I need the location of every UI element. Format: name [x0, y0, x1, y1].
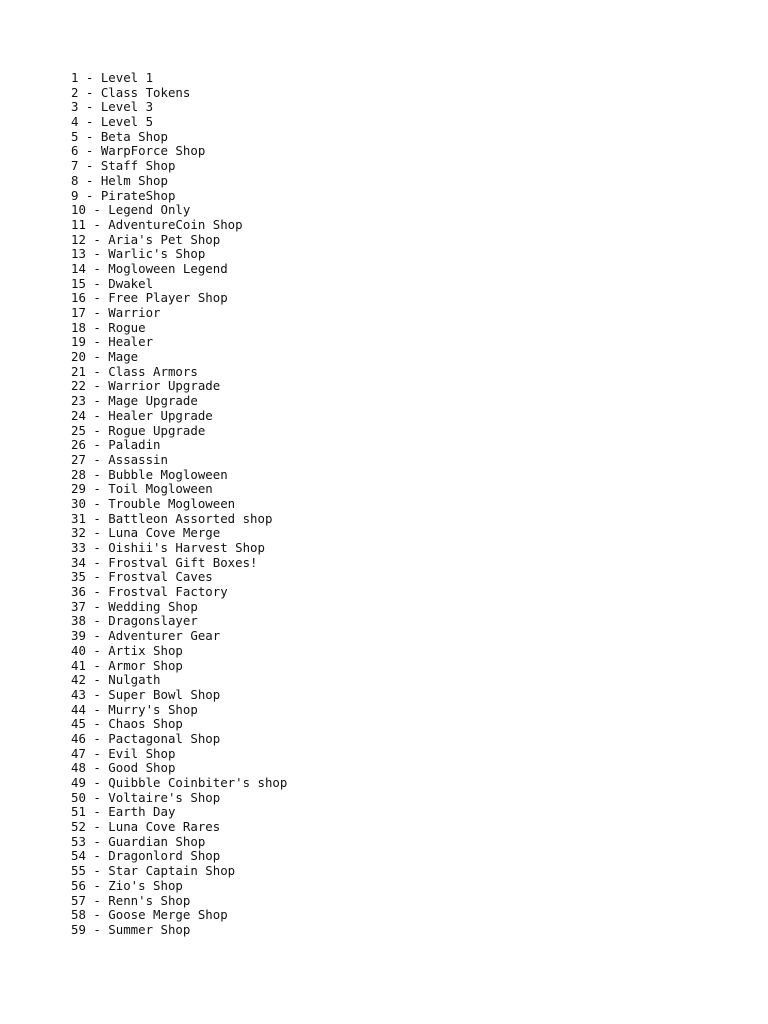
list-item: 5 - Beta Shop	[71, 128, 168, 144]
list-item: 30 - Trouble Mogloween	[71, 495, 236, 511]
list-item: 11 - AdventureCoin Shop	[71, 216, 243, 232]
list-item: 53 - Guardian Shop	[71, 833, 206, 849]
list-item: 39 - Adventurer Gear	[71, 628, 221, 644]
list-item: 37 - Wedding Shop	[71, 598, 198, 614]
list-item: 51 - Earth Day	[71, 804, 176, 820]
list-item: 58 - Goose Merge Shop	[71, 907, 228, 923]
list-item: 43 - Super Bowl Shop	[71, 686, 221, 702]
list-item: 10 - Legend Only	[71, 202, 191, 218]
list-item: 17 - Warrior	[71, 305, 161, 320]
list-item: 22 - Warrior Upgrade	[71, 378, 221, 394]
list-item: 35 - Frostval Caves	[71, 569, 213, 585]
list-item: 26 - Paladin	[71, 437, 161, 453]
list-item: 48 - Good Shop	[71, 760, 176, 776]
list-item: 15 - Dwakel	[71, 275, 154, 291]
list-item: 36 - Frostval Factory	[71, 584, 228, 600]
list-item: 8 - Helm Shop	[71, 172, 168, 188]
list-item: 31 - Battleon Assorted shop	[71, 510, 273, 526]
list-item: 6 - WarpForce Shop	[71, 143, 206, 159]
list-item: 14 - Mogloween Legend	[71, 260, 228, 276]
list-item: 2 - Class Tokens	[71, 84, 191, 100]
list-item: 4 - Level 5	[71, 114, 154, 130]
list-item: 1 - Level 1	[71, 70, 154, 85]
list-item: 12 - Aria's Pet Shop	[71, 231, 221, 247]
list-item: 25 - Rogue Upgrade	[71, 422, 206, 438]
list-item: 44 - Murry's Shop	[71, 701, 198, 717]
list-item: 52 - Luna Cove Rares	[71, 819, 221, 835]
list-item: 42 - Nulgath	[71, 672, 161, 688]
list-item: 55 - Star Captain Shop	[71, 863, 236, 879]
list-item: 27 - Assassin	[71, 451, 168, 467]
list-item: 7 - Staff Shop	[71, 158, 176, 174]
list-item: 21 - Class Armors	[71, 363, 198, 379]
list-item: 56 - Zio's Shop	[71, 877, 183, 893]
list-item: 24 - Healer Upgrade	[71, 407, 213, 423]
list-item: 41 - Armor Shop	[71, 657, 183, 673]
list-item: 59 - Summer Shop	[71, 921, 191, 937]
list-item: 38 - Dragonslayer	[71, 613, 198, 629]
list-item: 40 - Artix Shop	[71, 642, 183, 658]
list-item: 46 - Pactagonal Shop	[71, 730, 221, 746]
list-item: 18 - Rogue	[71, 319, 146, 335]
list-item: 47 - Evil Shop	[71, 745, 176, 761]
shop-list	[71, 71, 287, 938]
list-item: 20 - Mage	[71, 349, 139, 365]
list-item: 23 - Mage Upgrade	[71, 393, 198, 409]
list-item: 49 - Quibble Coinbiter's shop	[71, 775, 288, 790]
list-item: 16 - Free Player Shop	[71, 290, 228, 306]
list-item: 54 - Dragonlord Shop	[71, 848, 221, 864]
list-item: 9 - PirateShop	[71, 187, 176, 203]
list-item: 57 - Renn's Shop	[71, 892, 191, 908]
list-item: 50 - Voltaire's Shop	[71, 789, 221, 805]
list-item: 28 - Bubble Mogloween	[71, 466, 228, 482]
list-item: 33 - Oishii's Harvest Shop	[71, 540, 265, 555]
list-item: 19 - Healer	[71, 334, 154, 350]
list-item: 3 - Level 3	[71, 99, 154, 115]
list-item: 13 - Warlic's Shop	[71, 246, 206, 262]
list-item: 34 - Frostval Gift Boxes!	[71, 554, 258, 570]
list-item: 29 - Toil Mogloween	[71, 481, 213, 497]
list-item: 45 - Chaos Shop	[71, 716, 183, 732]
list-item: 32 - Luna Cove Merge	[71, 525, 221, 541]
